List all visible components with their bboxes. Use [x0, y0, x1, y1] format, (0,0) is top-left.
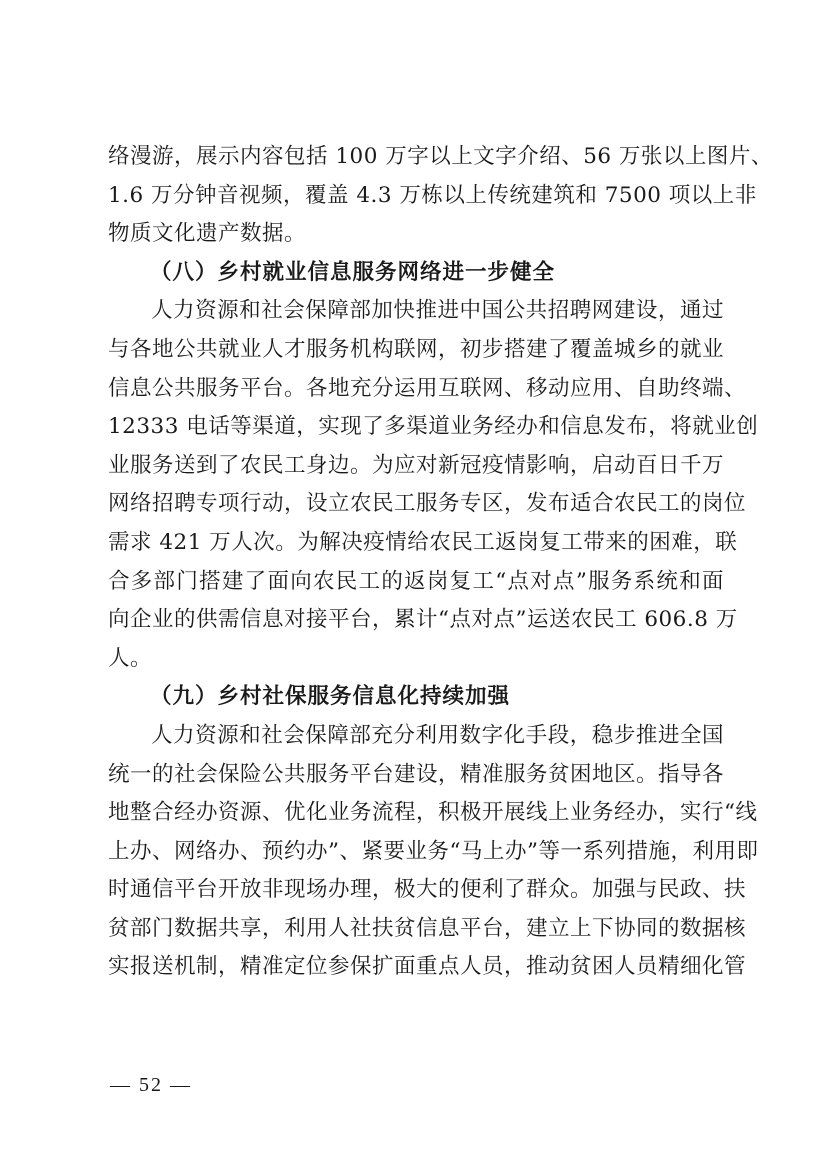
text-line: 信息公共服务平台。各地充分运用互联网、移动应用、自助终端、	[108, 375, 747, 401]
section-heading: （八）乡村就业信息服务网络进一步健全	[150, 259, 556, 285]
text-line: 合多部门搭建了面向农民工的返岗复工“点对点”服务系统和面	[108, 568, 724, 594]
text-line: 时通信平台开放非现场办理，极大的便利了群众。加强与民政、扶	[108, 877, 747, 903]
paragraph-first-line: 人力资源和社会保障部加快推进中国公共招聘网建设，通过	[151, 298, 724, 324]
page-number: — 52 —	[110, 1074, 192, 1096]
text-line: 统一的社会保险公共服务平台建设，精准服务贫困地区。指导各	[108, 761, 725, 787]
text-line: 向企业的供需信息对接平台，累计“点对点”运送农民工 606.8 万	[108, 607, 738, 633]
document-body	[108, 138, 773, 987]
section-heading: （九）乡村社保服务信息化持续加强	[150, 684, 511, 710]
paragraph-first-line: 人力资源和社会保障部充分利用数字化手段，稳步推进全国	[151, 722, 724, 748]
text-line: 业服务送到了农民工身边。为应对新冠疫情影响，启动百日千万	[108, 452, 725, 478]
text-line: 上办、网络办、预约办”、紧要业务“马上办”等一系列措施，利用即	[108, 838, 759, 864]
text-line: 络漫游，展示内容包括 100 万字以上文字介绍、56 万张以上图片、	[108, 144, 773, 169]
text-line: 贫部门数据共享，利用人社扶贫信息平台，建立上下协同的数据核	[108, 915, 747, 941]
text-line: 需求 421 万人次。为解决疫情给农民工返岗复工带来的困难，联	[108, 529, 738, 555]
text-line: 人。	[108, 645, 153, 671]
text-line: 实报送机制，精准定位参保扩面重点人员，推动贫困人员精细化管	[108, 954, 747, 980]
text-line: 1.6 万分钟音视频，覆盖 4.3 万栋以上传统建筑和 7500 项以上非	[108, 182, 757, 208]
text-line: 地整合经办资源、优化业务流程，积极开展线上业务经办，实行“线	[108, 800, 758, 826]
text-line: 物质文化遗产数据。	[108, 221, 307, 247]
text-line: 网络招聘专项行动，设立农民工服务专区，发布适合农民工的岗位	[108, 491, 747, 517]
text-line: 12333 电话等渠道，实现了多渠道业务经办和信息发布，将就业创	[108, 414, 759, 440]
text-line: 与各地公共就业人才服务机构联网，初步搭建了覆盖城乡的就业	[108, 336, 725, 362]
